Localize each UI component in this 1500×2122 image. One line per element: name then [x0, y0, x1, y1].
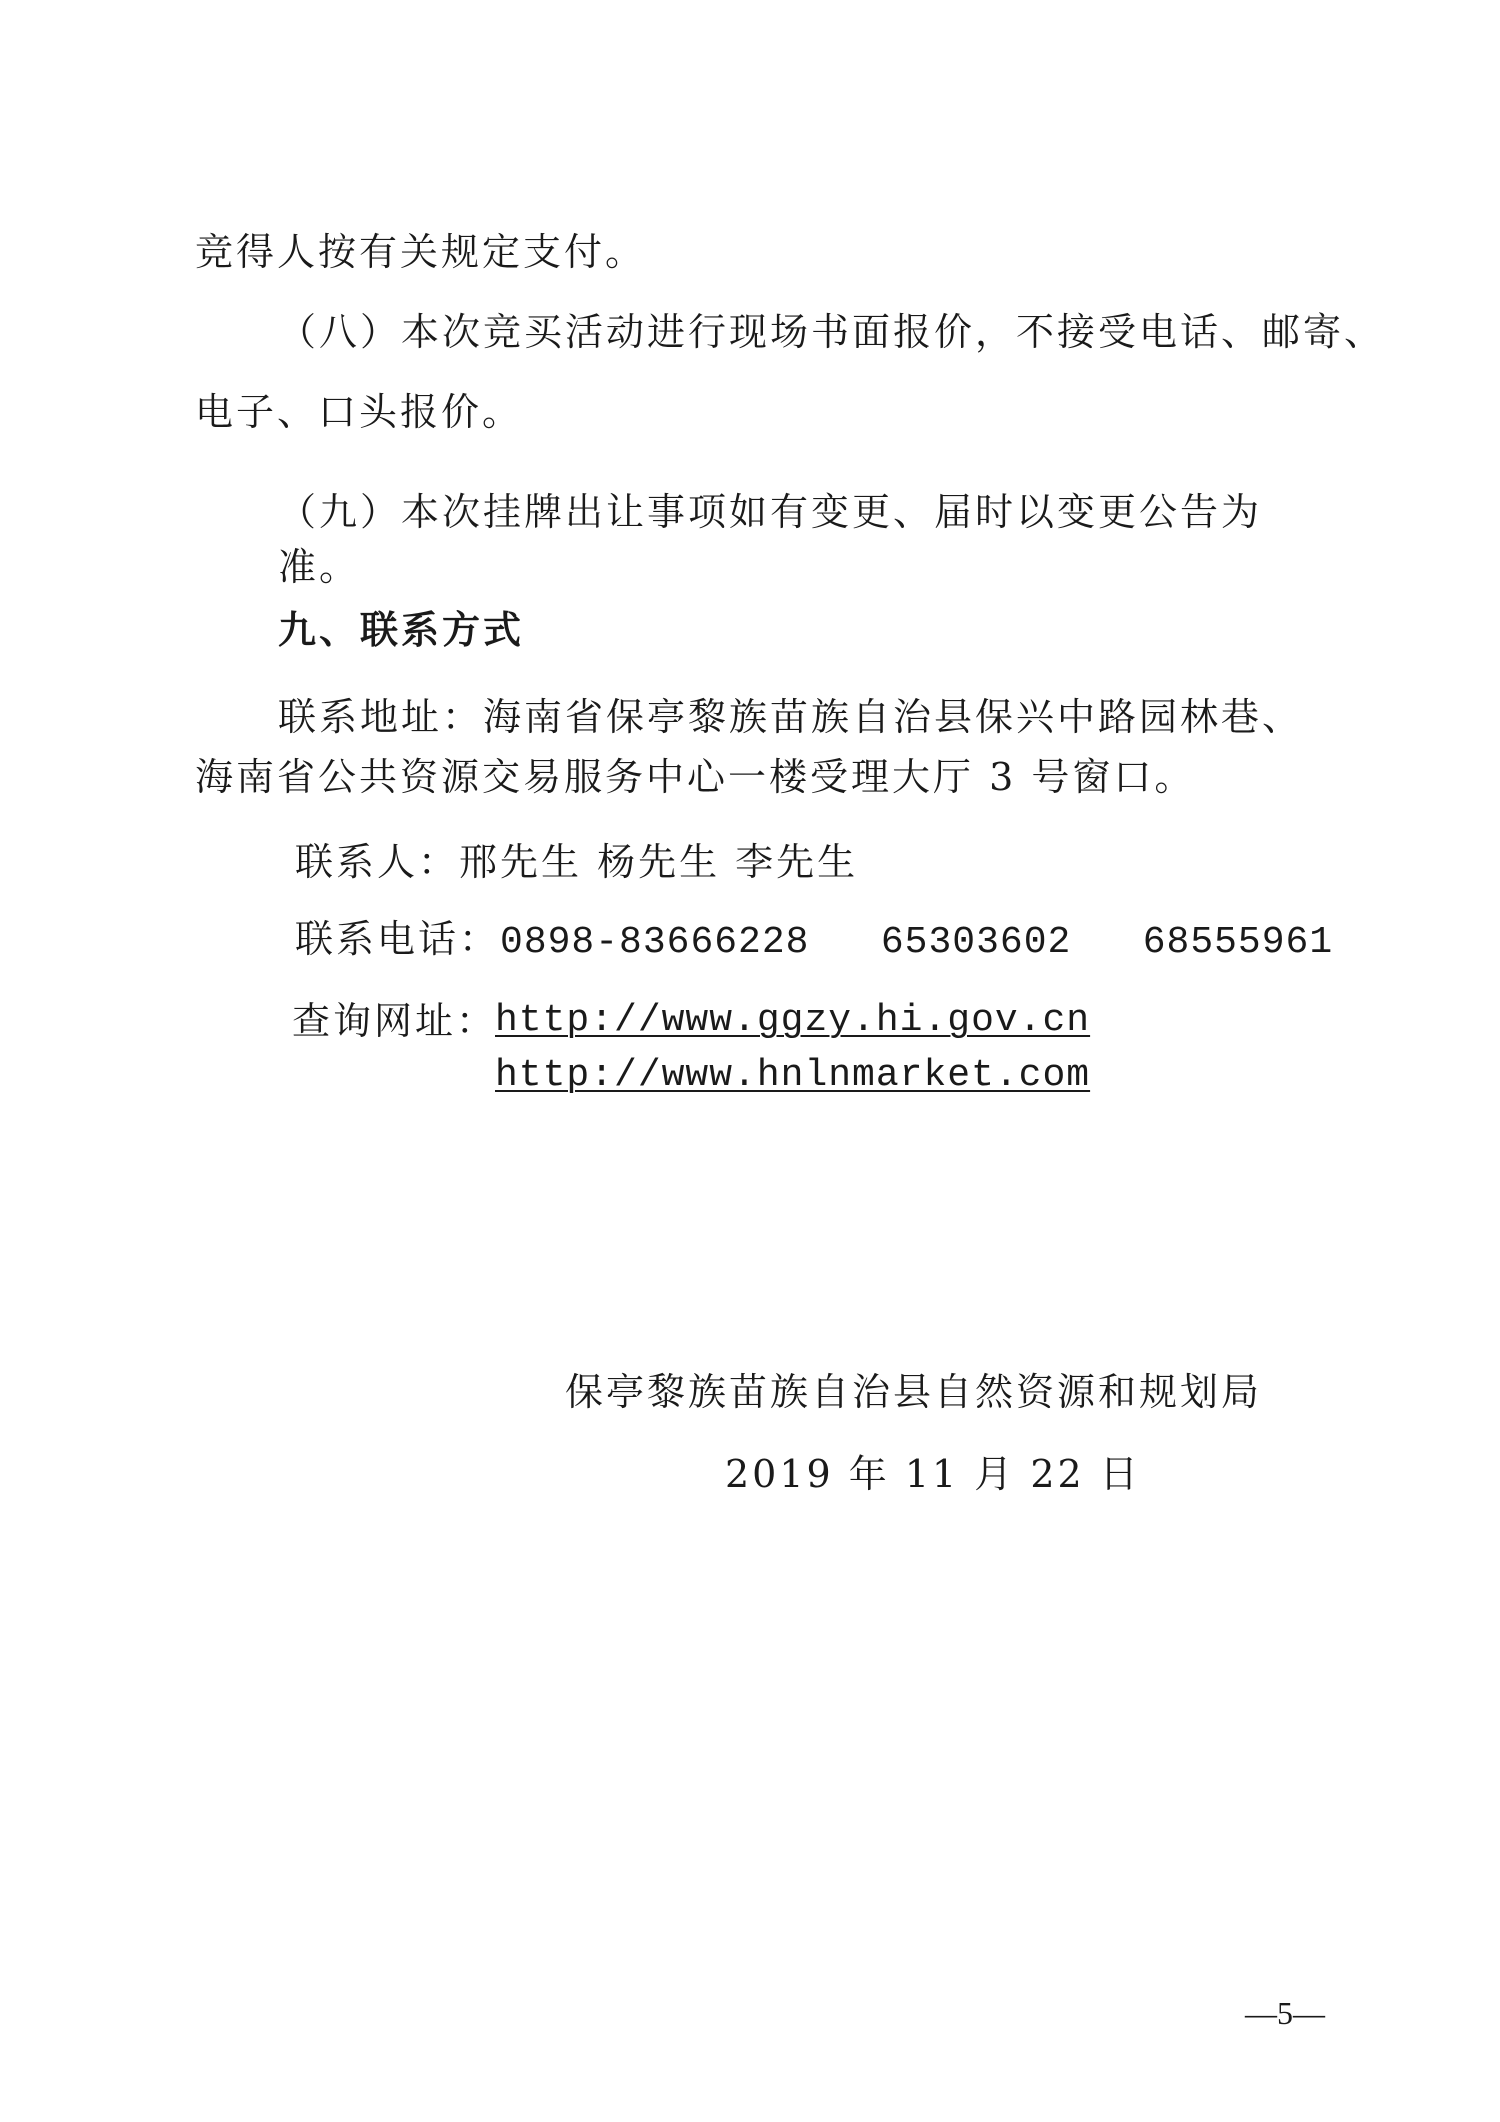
website-link-hnlnmarket[interactable]: http://www.hnlnmarket.com — [495, 1054, 1091, 1097]
issuer-signature: 保亭黎族苗族自治县自然资源和规划局 — [565, 1370, 1263, 1414]
clause-nine-line: （九）本次挂牌出让事项如有变更、届时以变更公告为 — [278, 490, 1263, 534]
website-link-ggzy[interactable]: http://www.ggzy.hi.gov.cn — [495, 999, 1091, 1042]
clause-eight-line: （八）本次竞买活动进行现场书面报价，不接受电话、邮寄、 — [278, 310, 1386, 354]
contact-phone-label: 联系电话： — [295, 917, 501, 961]
clause-eight-continuation: 电子、口头报价。 — [195, 390, 524, 434]
paragraph-line: 竞得人按有关规定支付。 — [195, 230, 647, 274]
contact-phone-row — [295, 917, 1334, 964]
contact-website-label: 查询网址： — [292, 999, 498, 1043]
page-number: —5— — [1245, 1995, 1325, 2031]
issue-date: 2019 年 11 月 22 日 — [725, 1452, 1141, 1496]
contact-address-line1: 联系地址：海南省保亭黎族苗族自治县保兴中路园林巷、 — [278, 695, 1304, 739]
contact-address-line2: 海南省公共资源交易服务中心一楼受理大厅 3 号窗口。 — [195, 755, 1196, 799]
contact-heading: 九、联系方式 — [278, 608, 525, 652]
clause-nine-continuation: 准。 — [278, 545, 361, 589]
contact-phone-numbers: 0898-83666228 65303602 68555961 — [500, 921, 1334, 964]
contact-persons: 联系人：邢先生 杨先生 李先生 — [295, 840, 859, 884]
